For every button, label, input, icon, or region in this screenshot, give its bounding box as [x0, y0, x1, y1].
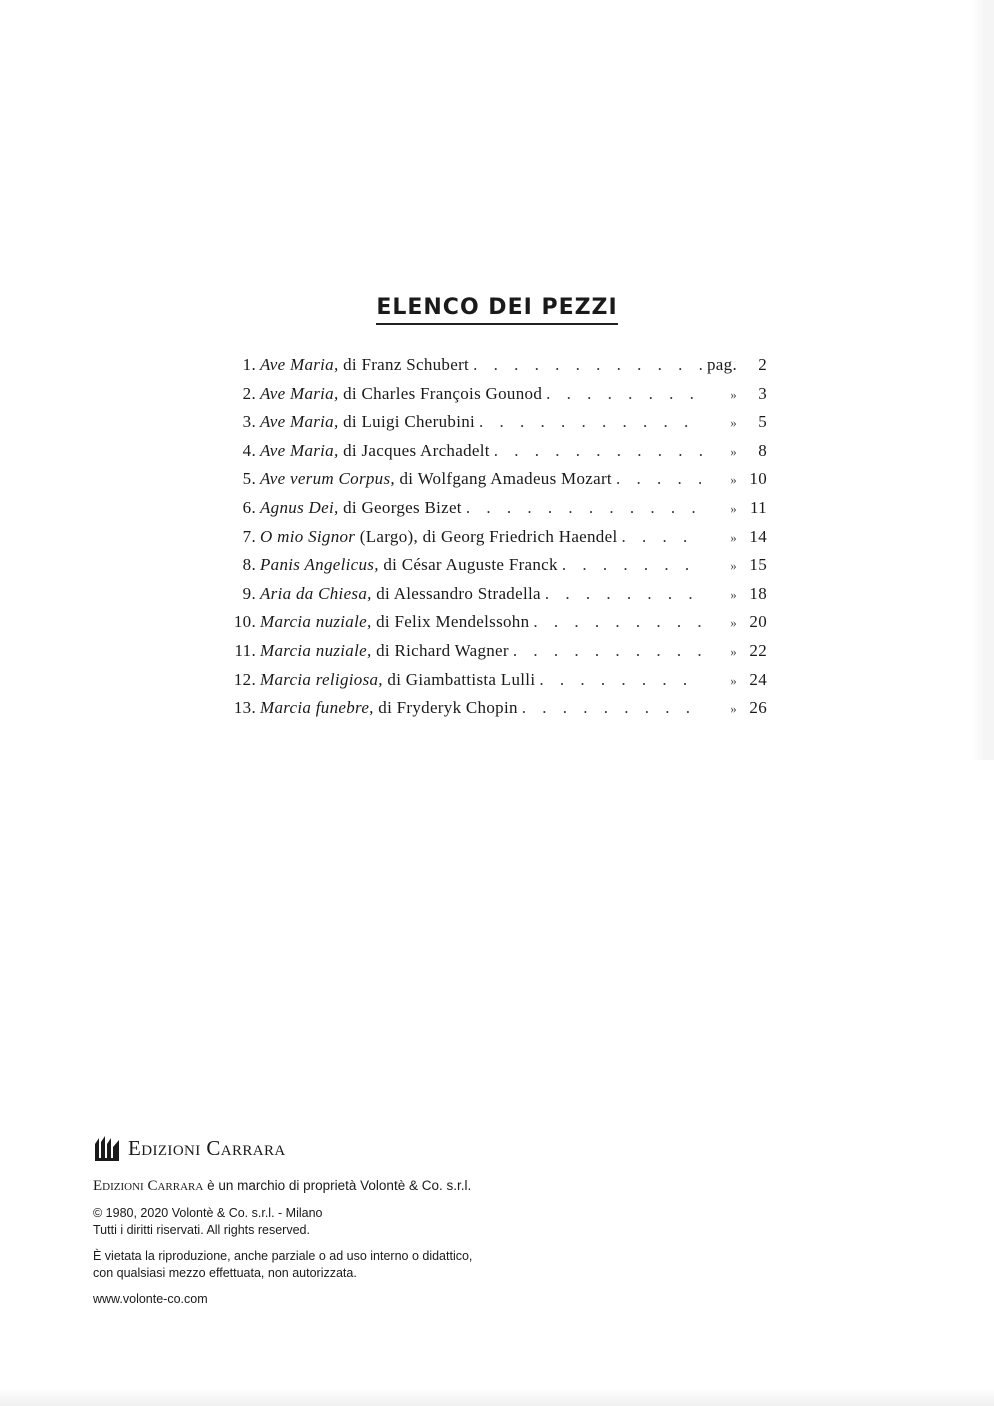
toc-row	[222, 498, 767, 527]
toc-entry	[260, 641, 509, 661]
rights-line: Tutti i diritti riservati. All rights reserved.	[93, 1223, 310, 1237]
toc-composer: di Georges Bizet	[338, 497, 462, 517]
toc-entry	[260, 355, 469, 375]
toc-row	[222, 555, 767, 584]
toc-page-number: 22	[749, 640, 767, 660]
toc-leader	[533, 612, 703, 632]
toc-leader	[473, 355, 703, 375]
toc-ditto-mark: »	[730, 500, 737, 516]
toc-ditto-mark: »	[730, 643, 737, 659]
toc-entry	[260, 412, 475, 432]
toc-page-number: 14	[749, 526, 767, 546]
toc-work-title: Ave Maria,	[260, 440, 339, 460]
toc-work-title: Aria da Chiesa,	[260, 583, 372, 603]
toc-ditto-mark: »	[730, 615, 737, 631]
toc-ditto-mark: »	[730, 415, 737, 431]
toc-composer: di Luigi Cherubini	[338, 412, 476, 432]
toc-row	[222, 384, 767, 413]
toc-composer: di Giambattista Lulli	[382, 669, 536, 689]
toc-page-number: 20	[749, 612, 767, 632]
toc-number: 9.	[242, 583, 256, 603]
toc-work-title: O mio Signor	[260, 526, 356, 546]
toc-leader	[513, 641, 703, 661]
toc-ditto-mark: »	[730, 586, 737, 602]
page-edge-shadow	[972, 0, 994, 760]
toc-ditto-mark: »	[730, 558, 737, 574]
toc-row	[222, 641, 767, 670]
toc-row	[222, 698, 767, 727]
toc-entry	[260, 584, 541, 604]
toc-entry	[260, 670, 535, 690]
toc-page-number: 15	[749, 555, 767, 575]
toc-entry	[260, 384, 542, 404]
toc-work-title: Marcia nuziale,	[260, 612, 372, 632]
toc-number: 10.	[233, 612, 256, 632]
toc-entry	[260, 498, 462, 518]
toc-leader	[479, 412, 703, 432]
toc-number: 2.	[242, 383, 256, 403]
toc-entry	[260, 555, 558, 575]
toc-leader	[494, 441, 703, 461]
website-link[interactable]: www.volonte-co.com	[93, 1292, 208, 1306]
toc-number: 3.	[242, 412, 256, 432]
toc-leader	[539, 670, 703, 690]
toc-row	[222, 612, 767, 641]
toc-leader	[466, 498, 703, 518]
page-bottom-shadow	[0, 1388, 994, 1406]
toc-leader	[545, 584, 703, 604]
toc-page-number: 24	[749, 669, 767, 689]
reproduction-notice-line-2: con qualsiasi mezzo effettuata, non autorizzata.	[93, 1266, 357, 1280]
toc-composer: di Fryderyk Chopin	[373, 698, 518, 718]
toc-page-number: 26	[749, 698, 767, 718]
toc-work-title: Ave verum Corpus,	[260, 469, 395, 489]
toc-ditto-mark: »	[730, 472, 737, 488]
toc-ditto-mark: »	[730, 386, 737, 402]
toc-number: 13.	[233, 698, 256, 718]
toc-composer: di Wolfgang Amadeus Mozart	[394, 469, 612, 489]
toc-number: 6.	[242, 497, 256, 517]
toc-row	[222, 412, 767, 441]
toc-leader	[562, 555, 703, 575]
copyright-line: © 1980, 2020 Volontè & Co. s.r.l. - Milano	[93, 1206, 323, 1220]
toc-leader	[522, 698, 703, 718]
toc-ditto-mark: »	[730, 529, 737, 545]
toc-number: 7.	[242, 526, 256, 546]
toc-composer: di Jacques Archadelt	[338, 440, 490, 460]
toc-work-title: Ave Maria,	[260, 383, 339, 403]
toc-leader	[616, 469, 703, 489]
toc-page-number: 8	[758, 440, 767, 460]
toc-page-number: 18	[749, 583, 767, 603]
brand-statement-text: è un marchio di proprietà	[203, 1178, 361, 1193]
toc-entry	[260, 698, 518, 718]
toc-row	[222, 355, 767, 384]
toc-composer: di Alessandro Stradella	[371, 583, 541, 603]
toc-work-title: Ave Maria,	[260, 412, 339, 432]
toc-work-title: Ave Maria,	[260, 355, 339, 374]
page-title-text: ELENCO DEI PEZZI	[376, 295, 617, 325]
brand-statement	[93, 1177, 693, 1195]
toc-composer: di Franz Schubert	[338, 355, 470, 374]
toc-leader	[546, 384, 703, 404]
toc-page-number: 5	[758, 412, 767, 432]
toc-ditto-mark: »	[730, 701, 737, 717]
toc-page-number: 10	[749, 469, 767, 489]
toc-entry	[260, 469, 612, 489]
publisher-logo-text: Edizioni Carrara	[128, 1135, 286, 1160]
toc-work-title: Marcia nuziale,	[260, 640, 372, 660]
toc-page-number: 2	[758, 355, 767, 374]
toc-row	[222, 441, 767, 470]
toc-composer: di Charles François Gounod	[338, 383, 543, 403]
toc-composer: di Richard Wagner	[371, 640, 509, 660]
toc-number: 8.	[242, 555, 256, 575]
toc-number: 1.	[242, 355, 256, 374]
toc-number: 12.	[233, 669, 256, 689]
toc-row	[222, 584, 767, 613]
toc-row	[222, 527, 767, 556]
toc-work-title: Marcia funebre,	[260, 698, 374, 718]
toc-number: 11.	[234, 640, 256, 660]
brand-name: Edizioni Carrara	[93, 1178, 204, 1194]
toc-work-title: Agnus Dei,	[260, 497, 339, 517]
toc-ditto-mark: »	[730, 672, 737, 688]
toc-composer: (Largo), di Georg Friedrich Haendel	[355, 526, 618, 546]
owner-name: Volontè & Co. s.r.l.	[360, 1178, 472, 1193]
toc-page-number: 11	[750, 497, 767, 517]
toc-leader	[621, 527, 703, 547]
toc-entry	[260, 441, 490, 461]
table-of-contents	[222, 355, 767, 727]
toc-row	[222, 469, 767, 498]
toc-number: 5.	[242, 469, 256, 489]
toc-composer: di César Auguste Franck	[378, 555, 558, 575]
toc-ditto-mark: »	[730, 443, 737, 459]
toc-page-number: 3	[758, 383, 767, 403]
toc-page-label: pag.	[707, 355, 737, 374]
toc-entry	[260, 612, 529, 632]
toc-number: 4.	[242, 440, 256, 460]
reproduction-notice-line-1: È vietata la riproduzione, anche parziale o ad uso interno o didattico,	[93, 1249, 473, 1263]
toc-work-title: Panis Angelicus,	[260, 555, 379, 575]
toc-work-title: Marcia religiosa,	[260, 669, 383, 689]
publisher-footer	[93, 1133, 693, 1308]
page-title	[0, 285, 994, 325]
publisher-logo-icon	[93, 1134, 121, 1162]
toc-row	[222, 670, 767, 699]
publisher-logo	[93, 1133, 693, 1163]
toc-entry	[260, 527, 617, 547]
toc-composer: di Felix Mendelssohn	[371, 612, 530, 632]
